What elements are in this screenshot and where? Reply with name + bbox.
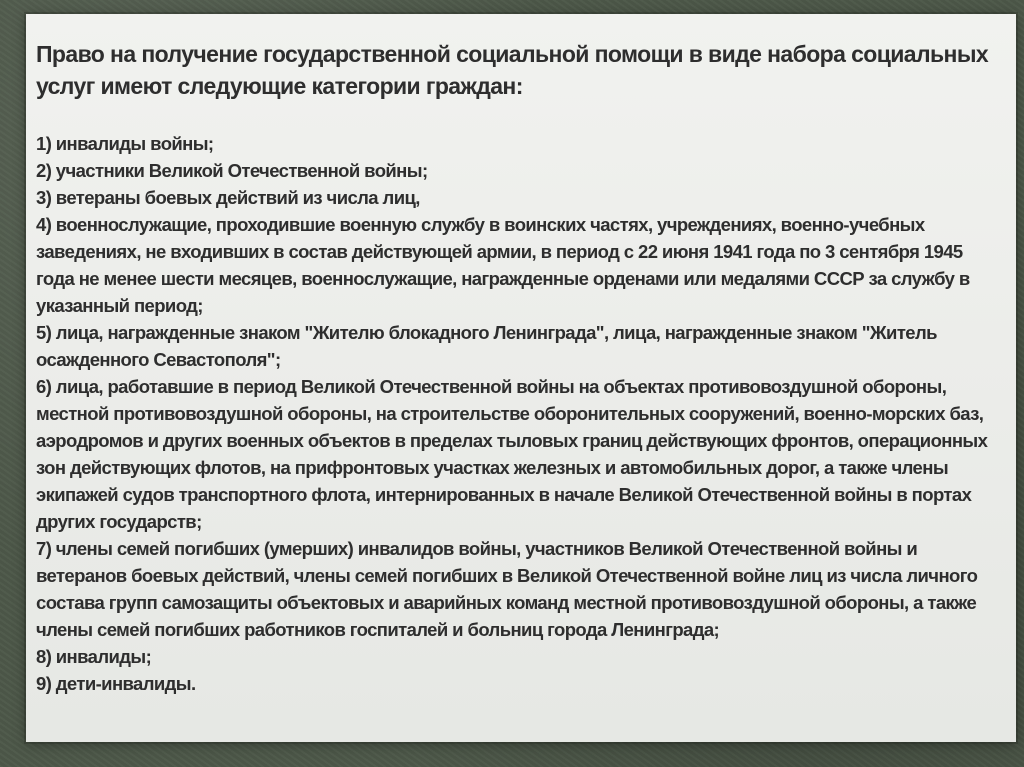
slide-content	[36, 38, 1004, 697]
list-item: 5) лица, награжденные знаком "Жителю блокадного Ленинграда", лица, награжденные знаком "Житель осажденного Севастополя";	[36, 322, 937, 370]
list-item: 3) ветераны боевых действий из числа лиц,	[36, 187, 420, 208]
list-item: 6) лица, работавшие в период Великой Отечественной войны на объектах противовоздушной обороны, местной противовоздушной обороны, на строительстве оборонительных сооружений, военно-морских баз, аэродромов и других военных объектов в пределах тыловых границ действующих фронтов, операционных зон действующих флотов, на прифронтовых участках железных и автомобильных дорог, а также члены экипажей судов транспортного флота, интернированных в начале Великой Отечественной войны в портах других государств;	[36, 376, 988, 532]
list-item: 4) военнослужащие, проходившие военную службу в воинских частях, учреждениях, военно-учебных заведениях, не входивших в состав действующей армии, в период с 22 июня 1941 года по 3 сентября 1945 года не менее шести месяцев, военнослужащие, награжденные орденами или медалями СССР за службу в указанный период;	[36, 214, 970, 316]
list-item: 9) дети-инвалиды.	[36, 673, 196, 694]
slide-panel	[26, 14, 1016, 742]
list-item: 7) члены семей погибших (умерших) инвалидов войны, участников Великой Отечественной войны и ветеранов боевых действий, члены семей погибших в Великой Отечественной войне лиц из числа личного состава групп самозащиты объектовых и аварийных команд местной противовоздушной обороны, а также члены семей погибших работников госпиталей и больниц города Ленинграда;	[36, 538, 978, 640]
categories-list	[36, 130, 1004, 697]
list-item: 2) участники Великой Отечественной войны;	[36, 160, 428, 181]
slide-title: Право на получение государственной социальной помощи в виде набора социальных услуг имеют следующие категории граждан:	[36, 41, 989, 99]
list-item: 1) инвалиды войны;	[36, 133, 214, 154]
list-item: 8) инвалиды;	[36, 646, 152, 667]
